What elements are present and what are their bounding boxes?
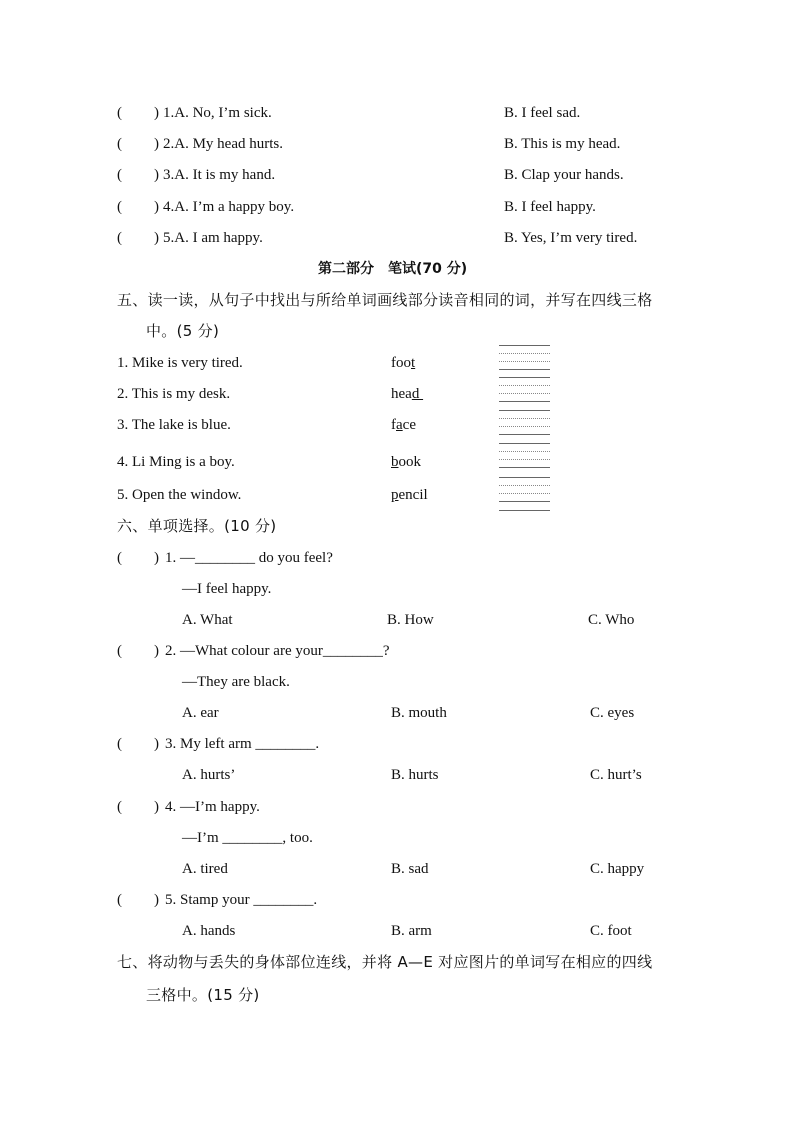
section-5-heading-cont: 中。(5 分) <box>146 322 220 340</box>
section-6-heading: 六、单项选择。(10 分) <box>117 517 277 535</box>
answer-paren-close: ) <box>154 199 159 215</box>
option-a: 1.A. No, I’m sick. <box>163 105 272 121</box>
answer-paren[interactable]: ( <box>117 167 122 183</box>
option[interactable]: A. What <box>182 612 233 628</box>
answer-paren-close: ) <box>154 136 159 152</box>
section-7-heading: 七、将动物与丢失的身体部位连线，并将 A—E 对应图片的单词写在相应的四线 <box>117 953 653 971</box>
sentence: 1. Mike is very tired. <box>117 355 243 371</box>
target-word: book <box>391 454 421 470</box>
answer-paren-close: ) <box>154 799 159 815</box>
sentence: 2. This is my desk. <box>117 386 231 402</box>
answer-paren-close: ) <box>154 105 159 121</box>
answer-paren[interactable]: ( <box>117 550 122 566</box>
answer-paren[interactable]: ( <box>117 105 122 121</box>
answer-paren[interactable]: ( <box>117 230 122 246</box>
option[interactable]: B. mouth <box>391 705 447 721</box>
target-word: foot <box>391 355 416 371</box>
answer-paren[interactable]: ( <box>117 736 122 752</box>
question-reply: —I feel happy. <box>182 581 272 597</box>
answer-paren-close: ) <box>154 230 159 246</box>
option[interactable]: B. sad <box>391 861 429 877</box>
question-text: 5. Stamp your ________. <box>165 892 318 908</box>
sentence: 5. Open the window. <box>117 487 242 503</box>
target-word: pencil <box>391 487 428 503</box>
answer-paren[interactable]: ( <box>117 199 122 215</box>
answer-paren-close: ) <box>154 892 159 908</box>
answer-paren-close: ) <box>154 643 159 659</box>
answer-paren[interactable]: ( <box>117 892 122 908</box>
question-text: 4. —I’m happy. <box>165 799 260 815</box>
question-text: 2. —What colour are your________? <box>165 643 390 659</box>
option[interactable]: B. arm <box>391 923 432 939</box>
option[interactable]: C. happy <box>590 861 645 877</box>
part-title: 第二部分 笔试(70 分) <box>318 261 468 277</box>
option-a: 5.A. I am happy. <box>163 230 263 246</box>
question-text: 3. My left arm ________. <box>165 736 320 752</box>
option[interactable]: C. foot <box>590 923 632 939</box>
answer-paren[interactable]: ( <box>117 643 122 659</box>
option-b: B. Yes, I’m very tired. <box>504 230 638 246</box>
question-text: 1. —________ do you feel? <box>165 550 333 566</box>
option[interactable]: C. Who <box>588 612 635 628</box>
target-word: head <box>391 386 424 402</box>
question-reply: —I’m ________, too. <box>182 830 313 846</box>
question-reply: —They are black. <box>182 674 290 690</box>
option[interactable]: B. How <box>387 612 434 628</box>
option[interactable]: A. tired <box>182 861 228 877</box>
option-a: 2.A. My head hurts. <box>163 136 283 152</box>
answer-paren-close: ) <box>154 167 159 183</box>
target-word: face <box>391 417 416 433</box>
answer-paren[interactable]: ( <box>117 799 122 815</box>
option[interactable]: A. hands <box>182 923 236 939</box>
option-b: B. Clap your hands. <box>504 167 624 183</box>
option[interactable]: C. eyes <box>590 705 635 721</box>
option[interactable]: A. ear <box>182 705 219 721</box>
section-5-heading: 五、读一读，从句子中找出与所给单词画线部分读音相同的词，并写在四线三格 <box>117 291 653 309</box>
answer-paren-close: ) <box>154 550 159 566</box>
option-a: 3.A. It is my hand. <box>163 167 276 183</box>
option-b: B. This is my head. <box>504 136 621 152</box>
option-b: B. I feel sad. <box>504 105 581 121</box>
option-b: B. I feel happy. <box>504 199 596 215</box>
sentence: 3. The lake is blue. <box>117 417 231 433</box>
answer-paren[interactable]: ( <box>117 136 122 152</box>
option[interactable]: C. hurt’s <box>590 767 642 783</box>
sentence: 4. Li Ming is a boy. <box>117 454 235 470</box>
answer-paren-close: ) <box>154 736 159 752</box>
option[interactable]: A. hurts’ <box>182 767 236 783</box>
option-a: 4.A. I’m a happy boy. <box>163 199 295 215</box>
section-7-heading-cont: 三格中。(15 分) <box>146 986 260 1004</box>
option[interactable]: B. hurts <box>391 767 439 783</box>
